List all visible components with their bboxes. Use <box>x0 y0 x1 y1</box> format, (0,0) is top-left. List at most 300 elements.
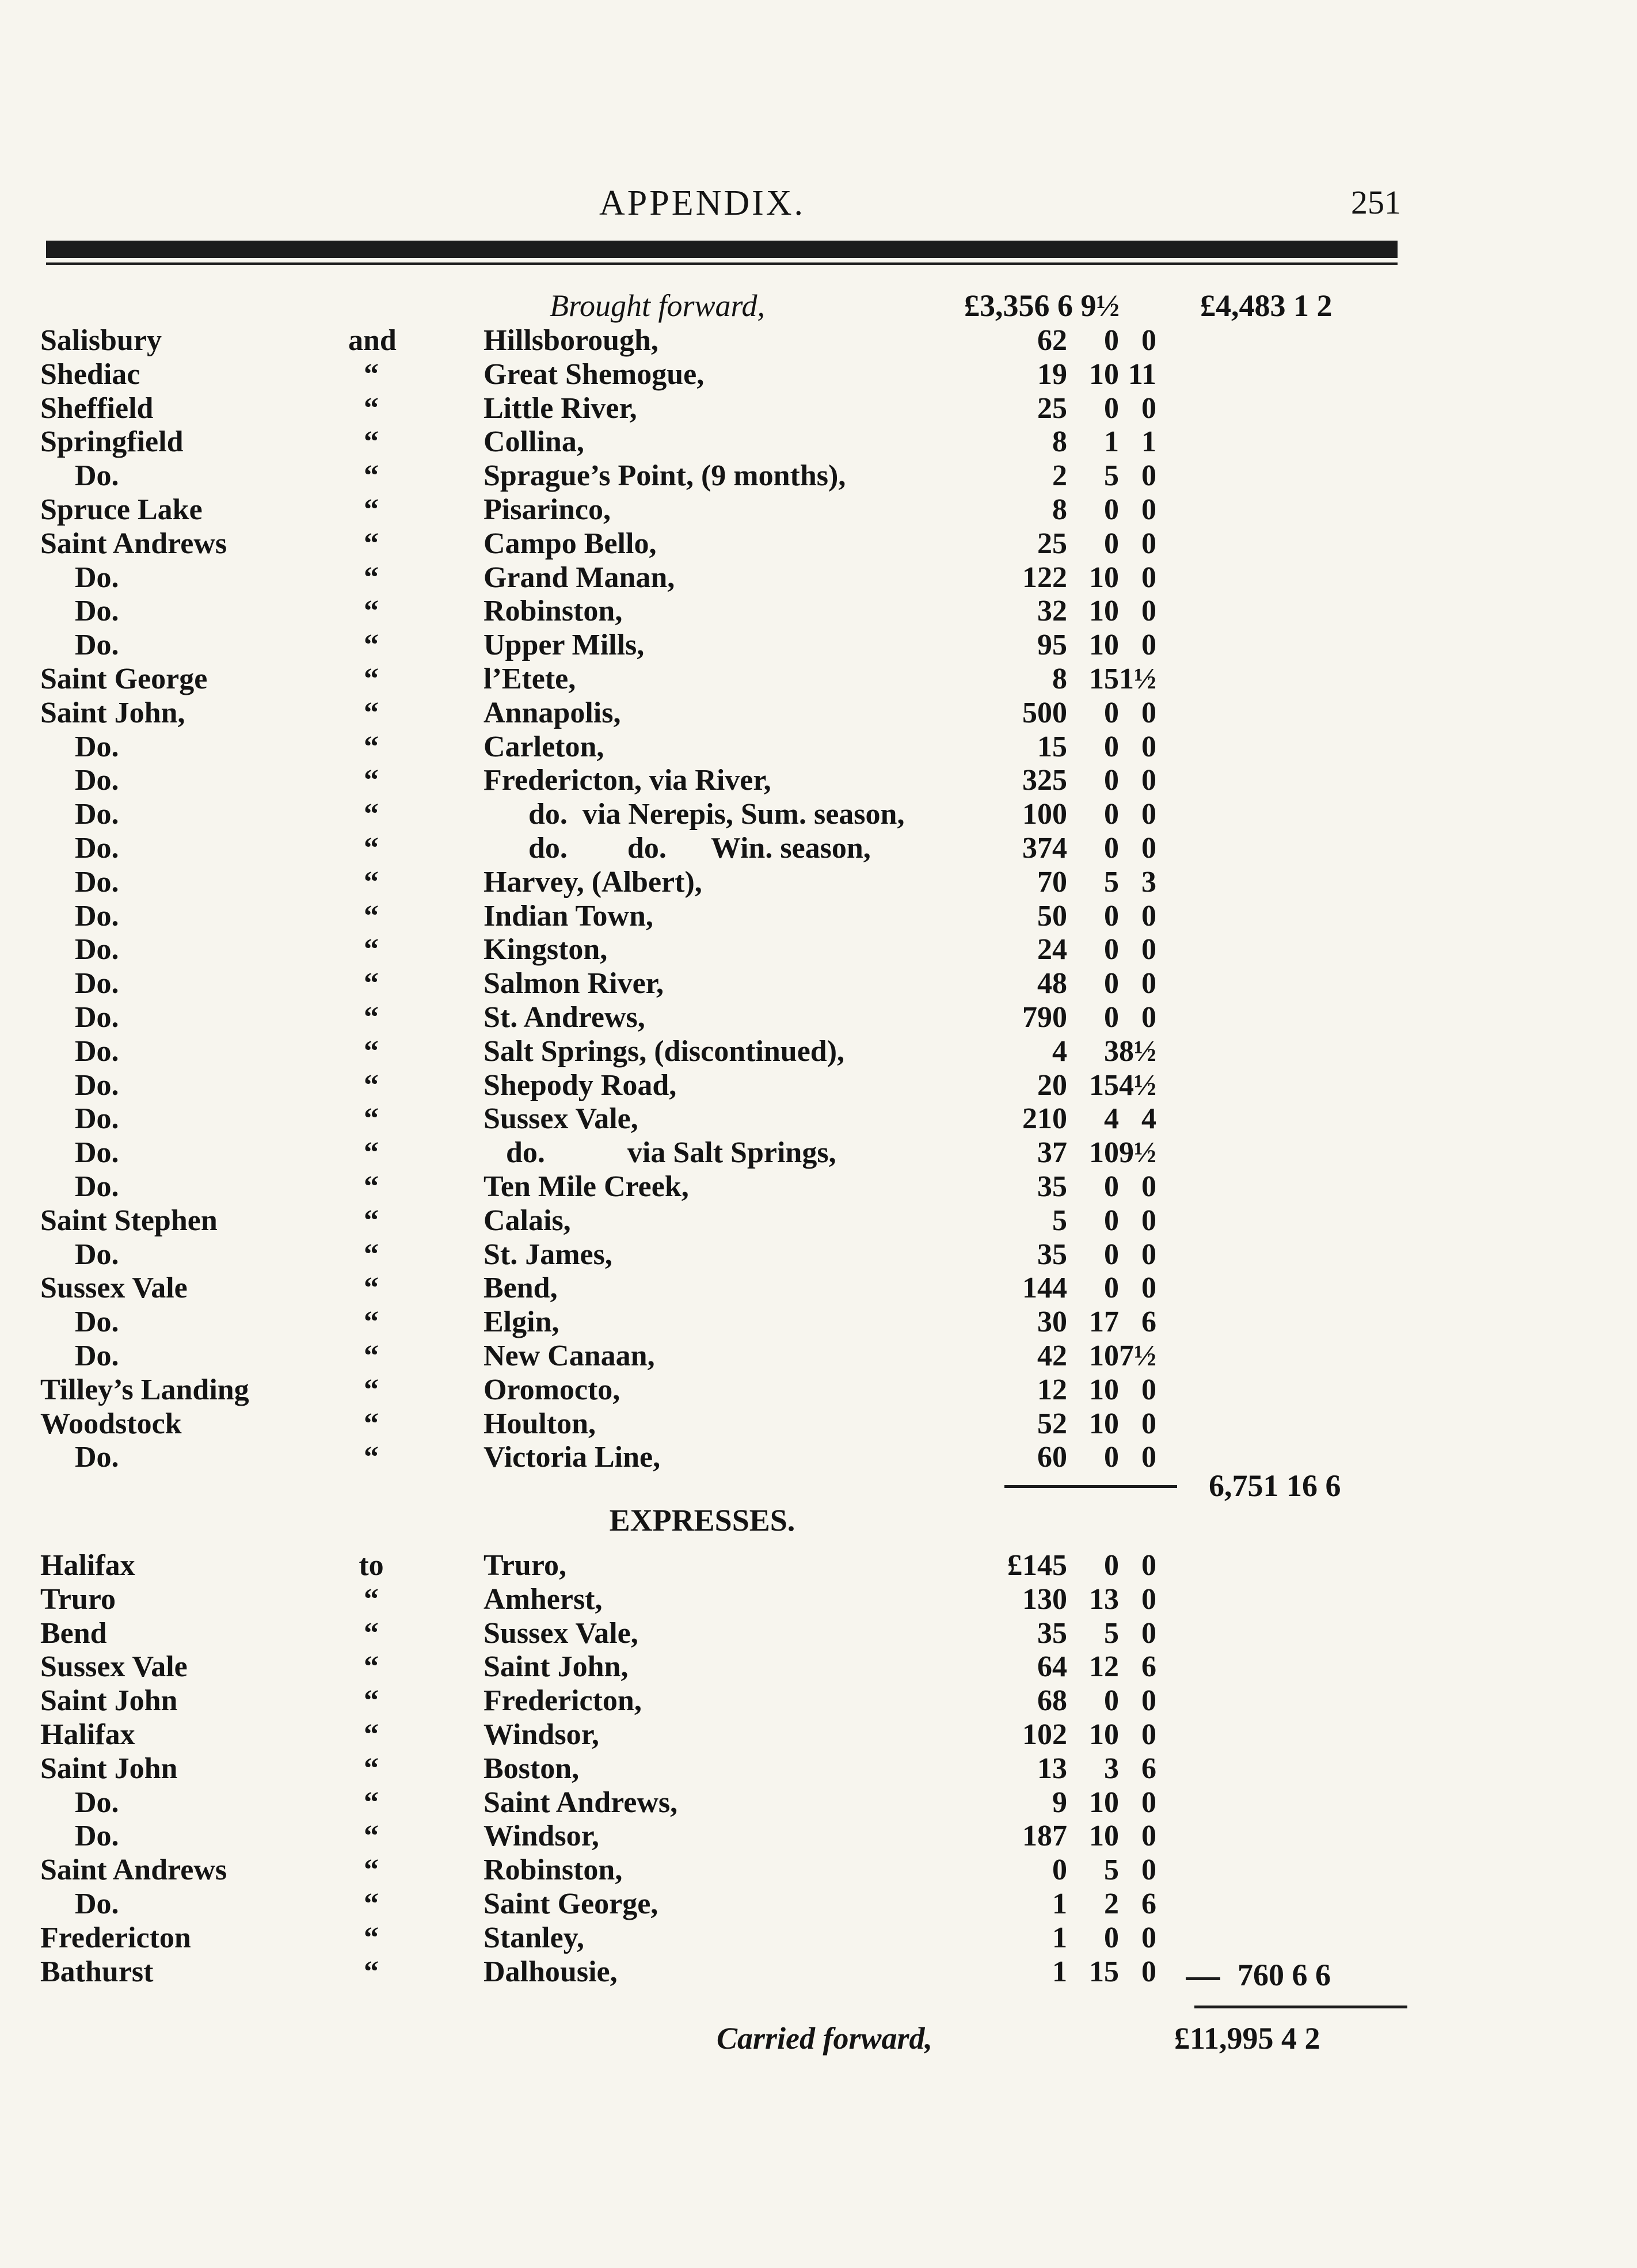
pounds-cell: 325 <box>1022 764 1067 797</box>
table-row <box>0 662 1637 695</box>
table-row <box>0 1819 1637 1852</box>
connector-cell: “ <box>364 1786 379 1819</box>
pence-cell: 7½ <box>1119 1340 1156 1372</box>
shillings-cell: 15 <box>1089 1955 1119 1988</box>
brought-forward-total: £4,483 1 2 <box>1200 288 1333 323</box>
pounds-cell: 37 <box>1037 1136 1067 1170</box>
destination-cell: Ten Mile Creek, <box>484 1170 689 1203</box>
connector-cell: “ <box>364 764 379 797</box>
brought-forward-subtotal: £3,356 6 9½ <box>964 288 1120 323</box>
connector-cell: “ <box>364 493 379 526</box>
shillings-cell: 0 <box>1104 1441 1119 1474</box>
pence-cell: 0 <box>1141 1684 1156 1718</box>
shillings-cell: 0 <box>1104 1549 1119 1582</box>
table-row <box>0 1582 1637 1616</box>
shillings-cell: 0 <box>1104 493 1119 526</box>
shillings-cell: 3 <box>1104 1752 1119 1785</box>
origin-cell: Do. <box>75 561 119 594</box>
origin-cell: Do. <box>75 899 119 933</box>
pence-cell: 3 <box>1141 865 1156 899</box>
destination-cell: Fredericton, via River, <box>484 764 771 797</box>
pence-cell: 0 <box>1141 391 1156 425</box>
pounds-cell: 8 <box>1052 663 1067 695</box>
pounds-cell: 35 <box>1037 1616 1067 1650</box>
connector-cell: “ <box>364 1955 379 1988</box>
table-row <box>0 628 1637 661</box>
pounds-cell: 8 <box>1052 493 1067 526</box>
pence-cell: 0 <box>1141 1272 1156 1305</box>
destination-cell: Amherst, <box>484 1582 603 1616</box>
destination-cell: do. do. Win. season, <box>484 832 871 865</box>
pence-cell: 0 <box>1141 527 1156 560</box>
destination-cell: Elgin, <box>484 1306 559 1339</box>
table-row <box>0 1339 1637 1372</box>
pence-cell: 0 <box>1141 832 1156 865</box>
pence-cell: 0 <box>1141 730 1156 763</box>
connector-cell: “ <box>364 1820 379 1853</box>
connector-cell: “ <box>364 1373 379 1406</box>
pounds-cell: 60 <box>1037 1441 1067 1474</box>
connector-cell: “ <box>364 595 379 628</box>
expresses-subtotal: 760 6 6 <box>1238 1958 1331 1992</box>
connector-cell: “ <box>364 391 379 425</box>
table-row <box>0 1440 1637 1474</box>
shillings-cell: 2 <box>1104 1888 1119 1920</box>
table-row <box>0 1955 1637 1988</box>
connector-cell: “ <box>364 1854 379 1887</box>
destination-cell: Collina, <box>484 425 584 459</box>
shillings-cell: 0 <box>1104 696 1119 729</box>
connector-cell: “ <box>364 1001 379 1034</box>
shillings-cell: 0 <box>1104 324 1119 357</box>
origin-cell: Saint Andrews <box>40 527 227 560</box>
destination-cell: Harvey, (Albert), <box>484 865 702 899</box>
destination-cell: Houlton, <box>484 1407 596 1440</box>
table-row <box>0 1684 1637 1717</box>
destination-cell: Indian Town, <box>484 899 653 933</box>
shillings-cell: 5 <box>1104 1616 1119 1650</box>
pence-cell: 0 <box>1141 967 1156 1000</box>
origin-cell: Halifax <box>40 1718 135 1751</box>
destination-cell: Calais, <box>484 1204 571 1237</box>
connector-cell: “ <box>364 1136 379 1170</box>
origin-cell: Do. <box>75 832 119 865</box>
pounds-cell: 210 <box>1022 1102 1067 1136</box>
routes-subtotal: 6,751 16 6 <box>1209 1468 1341 1503</box>
connector-cell: “ <box>364 1718 379 1751</box>
pounds-cell: 2 <box>1052 459 1067 493</box>
connector-cell: “ <box>364 1034 379 1068</box>
origin-cell: Shediac <box>40 357 140 391</box>
shillings-cell: 0 <box>1104 899 1119 933</box>
shillings-cell: 10 <box>1089 357 1119 391</box>
pence-cell: 9½ <box>1119 1136 1156 1170</box>
connector-cell: “ <box>364 1650 379 1684</box>
pence-cell: 4 <box>1141 1102 1156 1136</box>
origin-cell: Do. <box>75 933 119 966</box>
destination-cell: Hillsborough, <box>484 324 658 357</box>
table-row <box>0 1136 1637 1169</box>
pence-cell: 0 <box>1141 1170 1156 1203</box>
destination-cell: Kingston, <box>484 933 608 966</box>
table-row <box>0 831 1637 865</box>
destination-cell: Victoria Line, <box>484 1441 661 1474</box>
pounds-cell: 35 <box>1037 1170 1067 1203</box>
origin-cell: Do. <box>75 1001 119 1034</box>
destination-cell: Saint Andrews, <box>484 1786 678 1819</box>
origin-cell: Fredericton <box>40 1921 191 1954</box>
pounds-cell: 68 <box>1037 1684 1067 1718</box>
table-row <box>0 1548 1637 1582</box>
pounds-cell: 12 <box>1037 1373 1067 1406</box>
pounds-cell: 187 <box>1022 1820 1067 1853</box>
connector-cell: “ <box>364 1616 379 1650</box>
shillings-cell: 0 <box>1104 832 1119 865</box>
pence-cell: 0 <box>1141 629 1156 662</box>
pounds-cell: 8 <box>1052 425 1067 459</box>
pounds-cell: 64 <box>1037 1650 1067 1684</box>
pence-cell: 0 <box>1141 1820 1156 1853</box>
shillings-cell: 0 <box>1104 730 1119 763</box>
pounds-cell: 25 <box>1037 391 1067 425</box>
connector-cell: “ <box>364 1238 379 1271</box>
pounds-cell: £145 <box>1007 1549 1067 1582</box>
pounds-cell: 500 <box>1022 696 1067 729</box>
pounds-cell: 32 <box>1037 595 1067 628</box>
header-rule-thick <box>46 241 1398 258</box>
pounds-cell: 130 <box>1022 1582 1067 1616</box>
destination-cell: Grand Manan, <box>484 561 675 594</box>
shillings-cell: 10 <box>1089 629 1119 662</box>
table-row <box>0 493 1637 526</box>
table-row <box>0 1271 1637 1304</box>
header-rule-thin <box>46 262 1398 265</box>
destination-cell: Pisarinco, <box>484 493 611 526</box>
pence-cell: 0 <box>1141 324 1156 357</box>
table-row <box>0 425 1637 458</box>
destination-cell: Saint John, <box>484 1650 629 1684</box>
page-number: 251 <box>1351 184 1401 221</box>
shillings-cell: 1 <box>1104 425 1119 459</box>
connector-cell: “ <box>364 629 379 662</box>
shillings-cell: 0 <box>1104 967 1119 1000</box>
table-row <box>0 1650 1637 1683</box>
table-row <box>0 1068 1637 1102</box>
destination-cell: Bend, <box>484 1272 558 1305</box>
pence-cell: 8½ <box>1119 1034 1156 1068</box>
origin-cell: Halifax <box>40 1549 135 1582</box>
connector-cell: “ <box>364 1170 379 1203</box>
pounds-cell: 374 <box>1022 832 1067 865</box>
pence-cell: 0 <box>1141 696 1156 729</box>
table-row <box>0 1373 1637 1406</box>
pence-cell: 0 <box>1141 459 1156 493</box>
connector-cell: “ <box>364 1068 379 1102</box>
destination-cell: Stanley, <box>484 1921 584 1954</box>
destination-cell: St. Andrews, <box>484 1001 645 1034</box>
connector-cell: “ <box>364 933 379 966</box>
pence-cell: 0 <box>1141 899 1156 933</box>
pounds-cell: 50 <box>1037 899 1067 933</box>
pounds-cell: 95 <box>1037 629 1067 662</box>
connector-cell: and <box>348 324 397 357</box>
pounds-cell: 144 <box>1022 1272 1067 1305</box>
pounds-cell: 1 <box>1052 1888 1067 1920</box>
origin-cell: Do. <box>75 1820 119 1853</box>
destination-cell: Little River, <box>484 391 637 425</box>
origin-cell: Do. <box>75 459 119 493</box>
connector-cell: “ <box>364 1752 379 1785</box>
origin-cell: Do. <box>75 1034 119 1068</box>
pounds-cell: 122 <box>1022 561 1067 594</box>
pence-cell: 4½ <box>1119 1068 1156 1102</box>
destination-cell: Oromocto, <box>484 1373 620 1406</box>
origin-cell: Saint Stephen <box>40 1204 218 1237</box>
table-row <box>0 696 1637 729</box>
pence-cell: 6 <box>1141 1888 1156 1920</box>
connector-cell: “ <box>364 1921 379 1954</box>
table-row <box>0 797 1637 831</box>
destination-cell: Truro, <box>484 1549 566 1582</box>
pence-cell: 0 <box>1141 1373 1156 1406</box>
connector-cell: “ <box>364 425 379 459</box>
table-row <box>0 1616 1637 1650</box>
origin-cell: Do. <box>75 1136 119 1170</box>
table-row <box>0 933 1637 966</box>
table-row <box>0 1407 1637 1440</box>
pounds-cell: 62 <box>1037 324 1067 357</box>
pence-cell: 0 <box>1141 933 1156 966</box>
connector-cell: “ <box>364 1582 379 1616</box>
connector-cell: “ <box>364 1204 379 1237</box>
origin-cell: Truro <box>40 1582 116 1616</box>
connector-cell: “ <box>364 730 379 763</box>
origin-cell: Do. <box>75 1786 119 1819</box>
table-row <box>0 1102 1637 1135</box>
table-row <box>0 865 1637 899</box>
destination-cell: Fredericton, <box>484 1684 642 1718</box>
shillings-cell: 5 <box>1104 1854 1119 1887</box>
pence-cell: 6 <box>1141 1752 1156 1785</box>
destination-cell: Upper Mills, <box>484 629 645 662</box>
pounds-cell: 35 <box>1037 1238 1067 1271</box>
origin-cell: Bend <box>40 1616 107 1650</box>
page-title: APPENDIX. <box>599 184 806 223</box>
destination-cell: do. via Salt Springs, <box>484 1136 836 1170</box>
shillings-cell: 10 <box>1089 1820 1119 1853</box>
table-row <box>0 1034 1637 1068</box>
table-row <box>0 1000 1637 1034</box>
destination-cell: Sussex Vale, <box>484 1102 638 1136</box>
connector-cell: “ <box>364 1102 379 1136</box>
table-row <box>0 1921 1637 1954</box>
shillings-cell: 0 <box>1104 1921 1119 1954</box>
destination-cell: Dalhousie, <box>484 1955 618 1988</box>
destination-cell: Boston, <box>484 1752 580 1785</box>
shillings-cell: 0 <box>1104 798 1119 831</box>
shillings-cell: 0 <box>1104 527 1119 560</box>
pence-cell: 0 <box>1141 1955 1156 1988</box>
connector-cell: “ <box>364 899 379 933</box>
pence-cell: 11 <box>1128 357 1156 391</box>
pence-cell: 0 <box>1141 1001 1156 1034</box>
origin-cell: Do. <box>75 1441 119 1474</box>
connector-cell: “ <box>364 1888 379 1920</box>
shillings-cell: 3 <box>1104 1034 1119 1068</box>
origin-cell: Do. <box>75 595 119 628</box>
shillings-cell: 15 <box>1089 1068 1119 1102</box>
shillings-cell: 10 <box>1089 1407 1119 1440</box>
origin-cell: Do. <box>75 730 119 763</box>
destination-cell: Sussex Vale, <box>484 1616 638 1650</box>
pounds-cell: 20 <box>1037 1068 1067 1102</box>
pounds-cell: 42 <box>1037 1340 1067 1372</box>
connector-cell: to <box>359 1549 384 1582</box>
shillings-cell: 0 <box>1104 1204 1119 1237</box>
shillings-cell: 0 <box>1104 391 1119 425</box>
connector-cell: “ <box>364 1684 379 1718</box>
destination-cell: Campo Bello, <box>484 527 657 560</box>
origin-cell: Tilley’s Landing <box>40 1373 249 1406</box>
table-row <box>0 1305 1637 1338</box>
connector-cell: “ <box>364 561 379 594</box>
pounds-cell: 15 <box>1037 730 1067 763</box>
destination-cell: do. via Nerepis, Sum. season, <box>484 798 905 831</box>
table-row <box>0 899 1637 933</box>
origin-cell: Sheffield <box>40 391 154 425</box>
pence-cell: 0 <box>1141 493 1156 526</box>
destination-cell: Carleton, <box>484 730 604 763</box>
shillings-cell: 10 <box>1089 595 1119 628</box>
destination-cell: Sprague’s Point, (9 months), <box>484 459 846 493</box>
pounds-cell: 102 <box>1022 1718 1067 1751</box>
destination-cell: Windsor, <box>484 1820 599 1853</box>
pounds-cell: 30 <box>1037 1306 1067 1339</box>
table-row <box>0 730 1637 763</box>
pounds-cell: 4 <box>1052 1034 1067 1068</box>
pence-cell: 0 <box>1141 1786 1156 1819</box>
table-row <box>0 459 1637 492</box>
origin-cell: Do. <box>75 798 119 831</box>
destination-cell: Saint George, <box>484 1888 658 1920</box>
shillings-cell: 5 <box>1104 865 1119 899</box>
pounds-cell: 100 <box>1022 798 1067 831</box>
carried-forward-label: Carried forward, <box>717 2021 933 2056</box>
table-row <box>0 357 1637 391</box>
pounds-cell: 19 <box>1037 357 1067 391</box>
origin-cell: Saint John <box>40 1752 178 1785</box>
origin-cell: Salisbury <box>40 324 162 357</box>
table-row <box>0 527 1637 560</box>
table-row <box>0 1718 1637 1751</box>
pence-cell: 6 <box>1141 1650 1156 1684</box>
origin-cell: Bathurst <box>40 1955 154 1988</box>
subtotal-rule <box>1004 1485 1177 1488</box>
connector-cell: “ <box>364 1306 379 1339</box>
pence-cell: 1 <box>1141 425 1156 459</box>
table-row <box>0 391 1637 425</box>
pence-cell: 0 <box>1141 595 1156 628</box>
pence-cell: 0 <box>1141 1441 1156 1474</box>
pounds-cell: 24 <box>1037 933 1067 966</box>
pence-cell: 0 <box>1141 1921 1156 1954</box>
pence-cell: 0 <box>1141 1204 1156 1237</box>
table-row <box>0 1238 1637 1271</box>
origin-cell: Do. <box>75 1068 119 1102</box>
shillings-cell: 4 <box>1104 1102 1119 1136</box>
origin-cell: Woodstock <box>40 1407 182 1440</box>
table-row <box>0 1170 1637 1203</box>
expresses-dash <box>1186 1977 1220 1980</box>
connector-cell: “ <box>364 1340 379 1372</box>
origin-cell: Do. <box>75 1306 119 1339</box>
table-row <box>0 561 1637 594</box>
connector-cell: “ <box>364 357 379 391</box>
origin-cell: Sussex Vale <box>40 1650 188 1684</box>
pence-cell: 0 <box>1141 1616 1156 1650</box>
origin-cell: Saint Andrews <box>40 1854 227 1887</box>
origin-cell: Do. <box>75 1238 119 1271</box>
connector-cell: “ <box>364 967 379 1000</box>
pence-cell: 6 <box>1141 1306 1156 1339</box>
connector-cell: “ <box>364 527 379 560</box>
origin-cell: Saint George <box>40 663 208 695</box>
connector-cell: “ <box>364 1272 379 1305</box>
shillings-cell: 15 <box>1089 663 1119 695</box>
destination-cell: St. James, <box>484 1238 612 1271</box>
connector-cell: “ <box>364 1407 379 1440</box>
table-row <box>0 1853 1637 1886</box>
table-row <box>0 1204 1637 1237</box>
destination-cell: New Canaan, <box>484 1340 655 1372</box>
shillings-cell: 10 <box>1089 1786 1119 1819</box>
pounds-cell: 1 <box>1052 1955 1067 1988</box>
destination-cell: Salt Springs, (discontinued), <box>484 1034 845 1068</box>
origin-cell: Spruce Lake <box>40 493 203 526</box>
origin-cell: Do. <box>75 629 119 662</box>
origin-cell: Do. <box>75 865 119 899</box>
pence-cell: 0 <box>1141 561 1156 594</box>
table-row <box>0 324 1637 357</box>
pence-cell: 0 <box>1141 1549 1156 1582</box>
shillings-cell: 0 <box>1104 1001 1119 1034</box>
pence-cell: 0 <box>1141 1582 1156 1616</box>
pence-cell: 0 <box>1141 764 1156 797</box>
table-row <box>0 1752 1637 1785</box>
destination-cell: l’Etete, <box>484 663 576 695</box>
destination-cell: Shepody Road, <box>484 1068 677 1102</box>
pounds-cell: 13 <box>1037 1752 1067 1785</box>
table-row <box>0 763 1637 797</box>
total-rule <box>1194 2006 1407 2008</box>
shillings-cell: 10 <box>1089 1136 1119 1170</box>
shillings-cell: 5 <box>1104 459 1119 493</box>
connector-cell: “ <box>364 798 379 831</box>
brought-forward-label: Brought forward, <box>550 288 766 323</box>
connector-cell: “ <box>364 865 379 899</box>
pounds-cell: 5 <box>1052 1204 1067 1237</box>
table-row <box>0 1887 1637 1920</box>
pounds-cell: 52 <box>1037 1407 1067 1440</box>
pence-cell: 0 <box>1141 1238 1156 1271</box>
shillings-cell: 17 <box>1089 1306 1119 1339</box>
destination-cell: Robinston, <box>484 595 623 628</box>
origin-cell: Do. <box>75 1102 119 1136</box>
pence-cell: 1½ <box>1119 663 1156 695</box>
destination-cell: Annapolis, <box>484 696 621 729</box>
shillings-cell: 12 <box>1089 1650 1119 1684</box>
pounds-cell: 9 <box>1052 1786 1067 1819</box>
